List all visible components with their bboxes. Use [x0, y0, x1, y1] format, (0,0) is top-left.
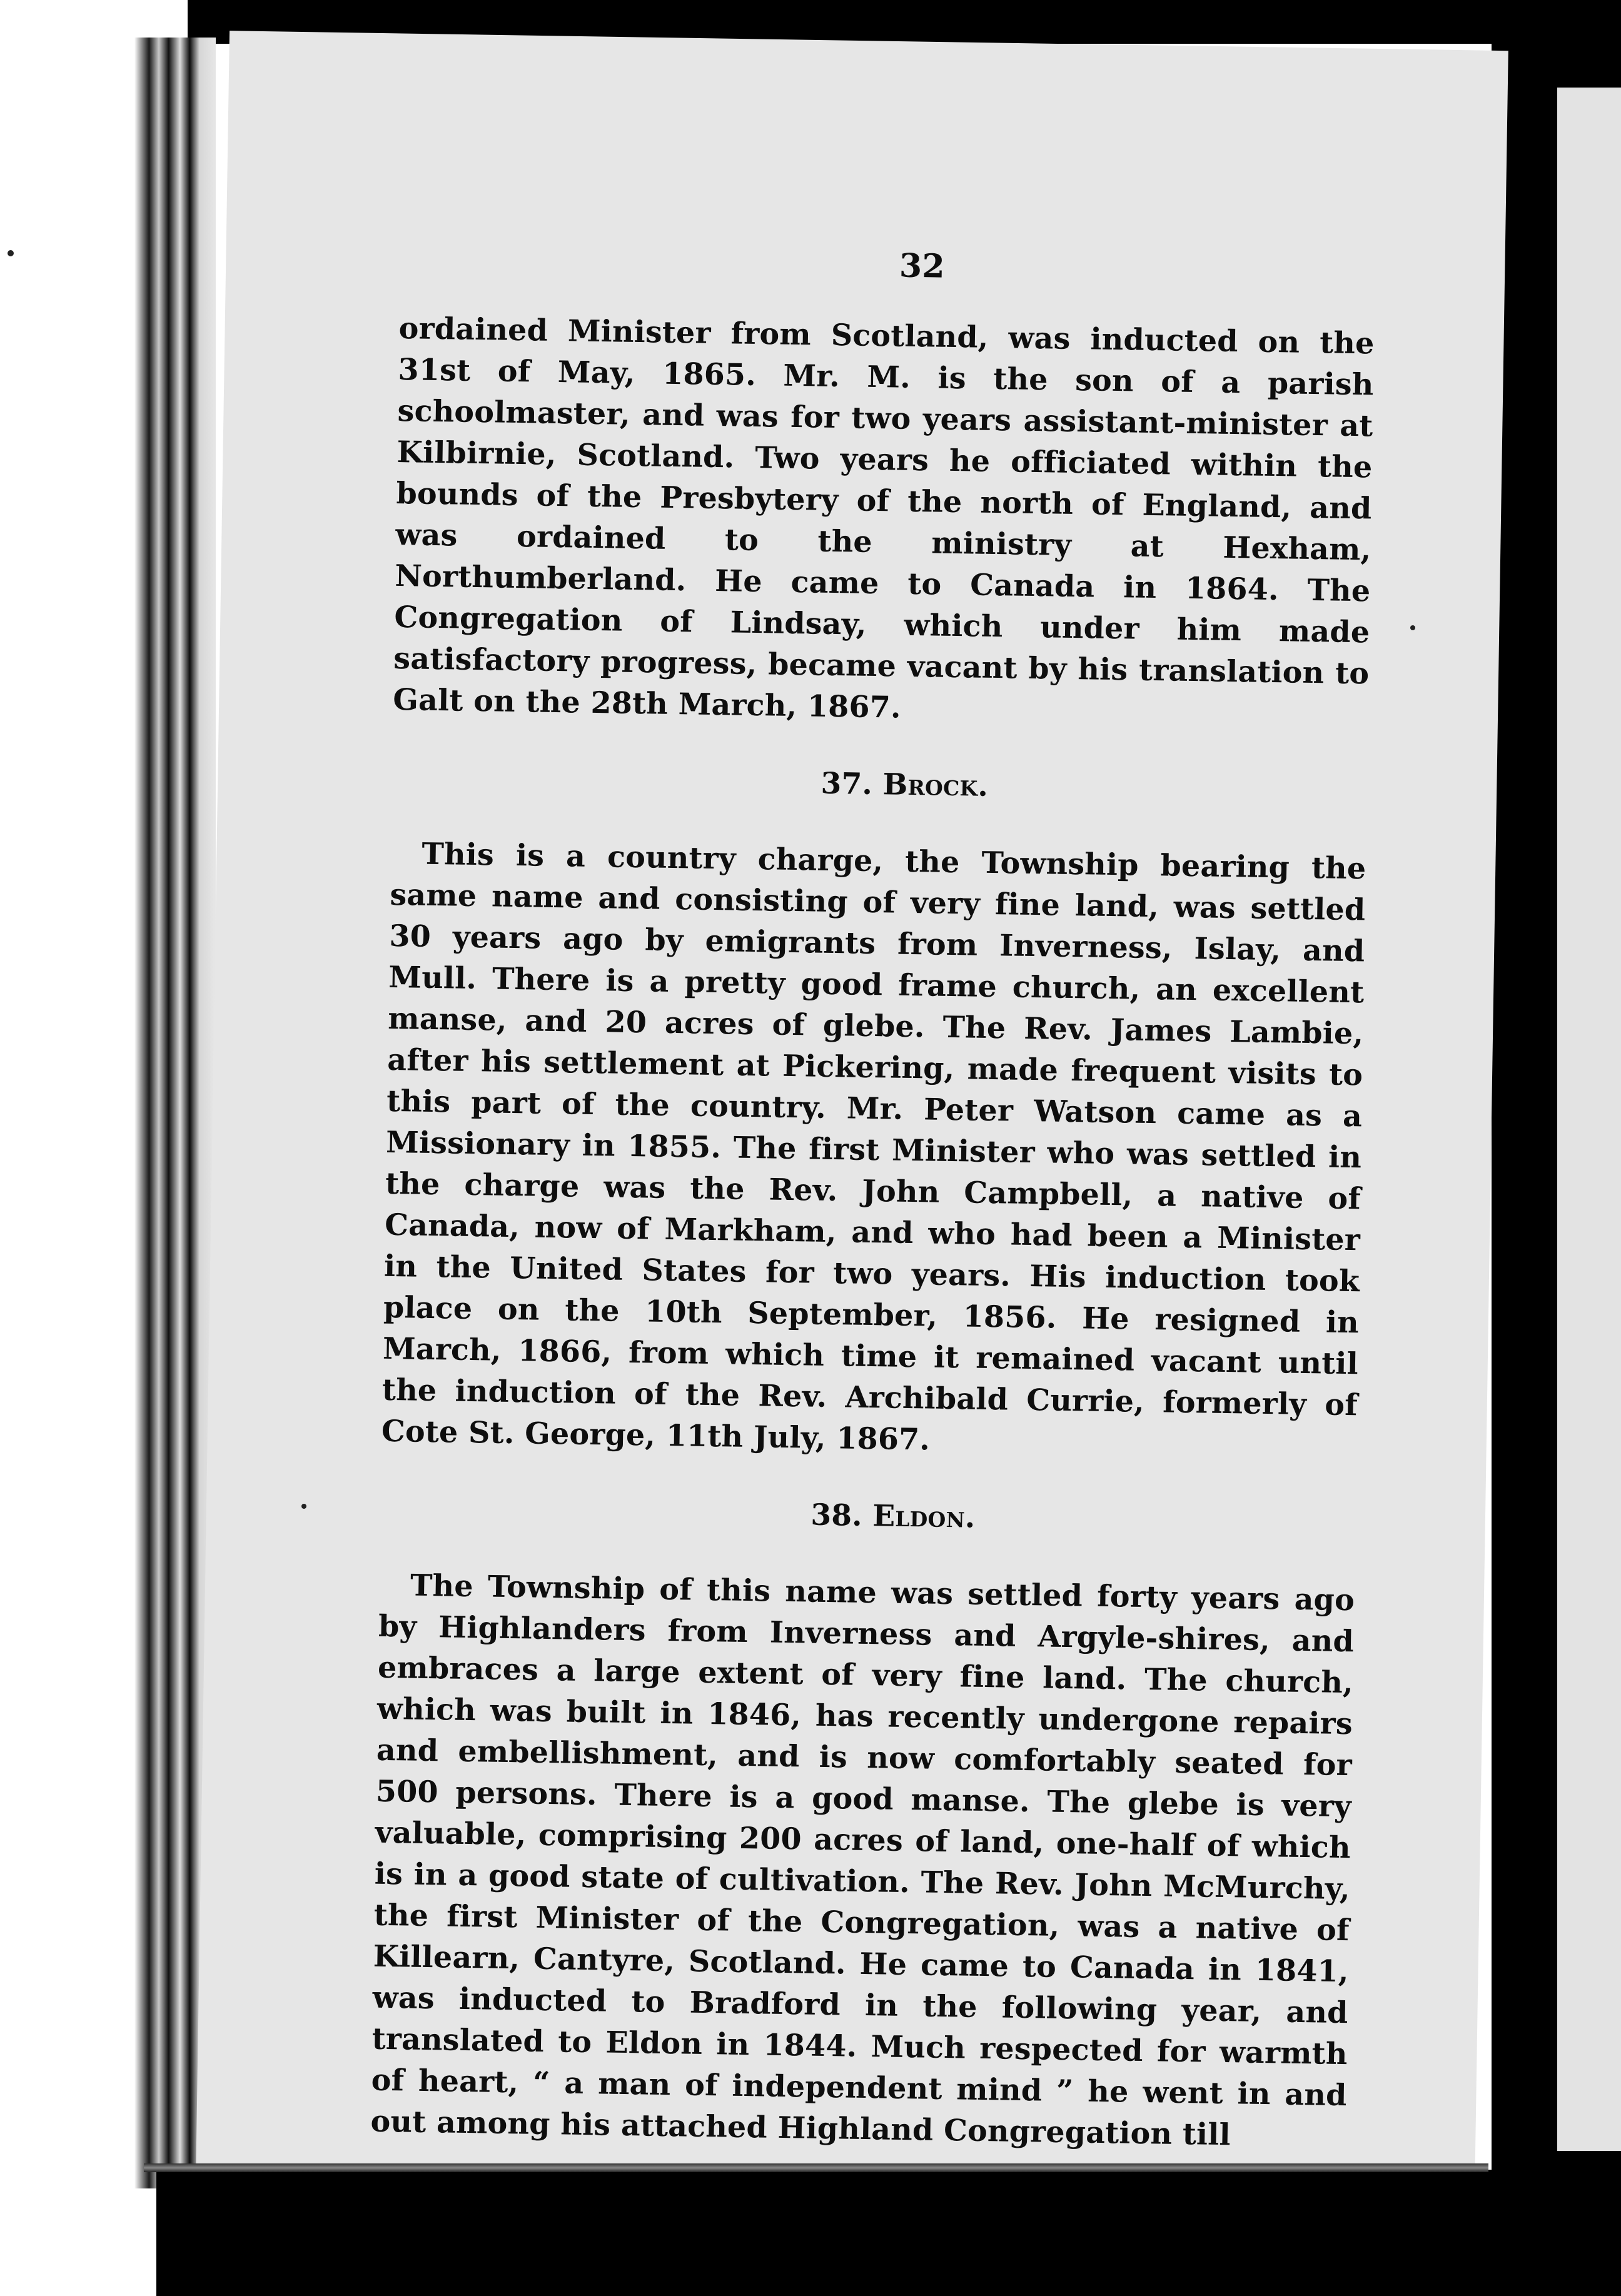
- eldon-paragraph: The Township of this name was settled forty years ago by Highlanders from Inverness and Argyle-shires, and embraces a large extent of very fine land. The church, which was built in 1846, has recently undergone repairs and embellishment, and is now comfortably seated for 500 persons. There is a good manse. The glebe is very valuable, comprising 200 acres of land, one-half of which is in a good state of cultivation. The Rev. John McMurchy, the first Minister of the Congregation, was a native of Killearn, Cantyre, Scotland. He came to Canada in 1841, was inducted to Bradford in the following year, and translated to Eldon in 1844. Much respected for warmth of heart, “ a man of independent mind ” he went in and out among his attached Highland Congregation till: [370, 1568, 1355, 2153]
- section-title: Eldon.: [872, 1499, 976, 1535]
- section-title: Brock.: [882, 767, 989, 803]
- continuation-paragraph: ordained Minister from Scotland, was inducted on the 31st of May, 1865. Mr. M. is the son of a parish schoolmaster, and was for two years assistant-minister at Kilbirnie, Scotland. Two years he officiated within the bounds of the Presbytery of the north of England, and was ordained to the ministry at Hexham, Northumberland. He came to Canada in 1864. The Congregation of Lindsay, which under him made satisfactory progress, became vacant by his translation to Galt on the 28th March, 1867.: [392, 310, 1375, 725]
- scan-speck: [8, 250, 14, 256]
- section-number: 38.: [810, 1498, 863, 1533]
- page-text: [370, 238, 1376, 2157]
- page-bottom-edge: [144, 2163, 1488, 2172]
- section-number: 37.: [821, 766, 873, 802]
- brock-paragraph: This is a country charge, the Township bearing the same name and consisting of very fine land, was settled 30 years ago by emigrants from Inverness, Islay, and Mull. There is a pretty good frame church, an excellent manse, and 20 acres of glebe. The Rev. James Lambie, after his settlement at Pickering, made frequent visits to this part of the country. Mr. Peter Watson came as a Missionary in 1855. The first Minister who was settled in the charge was the Rev. John Campbell, a native of Canada, now of Markham, and who had been a Minister in the United States for two years. His induction took place on the 10th September, 1856. He resigned in March, 1866, from which time it remained vacant until the induction of the Rev. Archibald Currie, formerly of Cote St. George, 11th July, 1867.: [381, 836, 1366, 1458]
- adjacent-page-edge: [1557, 88, 1621, 2151]
- page-number: 32: [899, 246, 946, 286]
- scan-speck: [301, 1504, 306, 1509]
- section-heading-brock: [391, 757, 1368, 813]
- section-heading-eldon: [380, 1488, 1356, 1544]
- scan-speck: [1410, 625, 1415, 630]
- scan-bottom-border: [156, 2170, 1621, 2296]
